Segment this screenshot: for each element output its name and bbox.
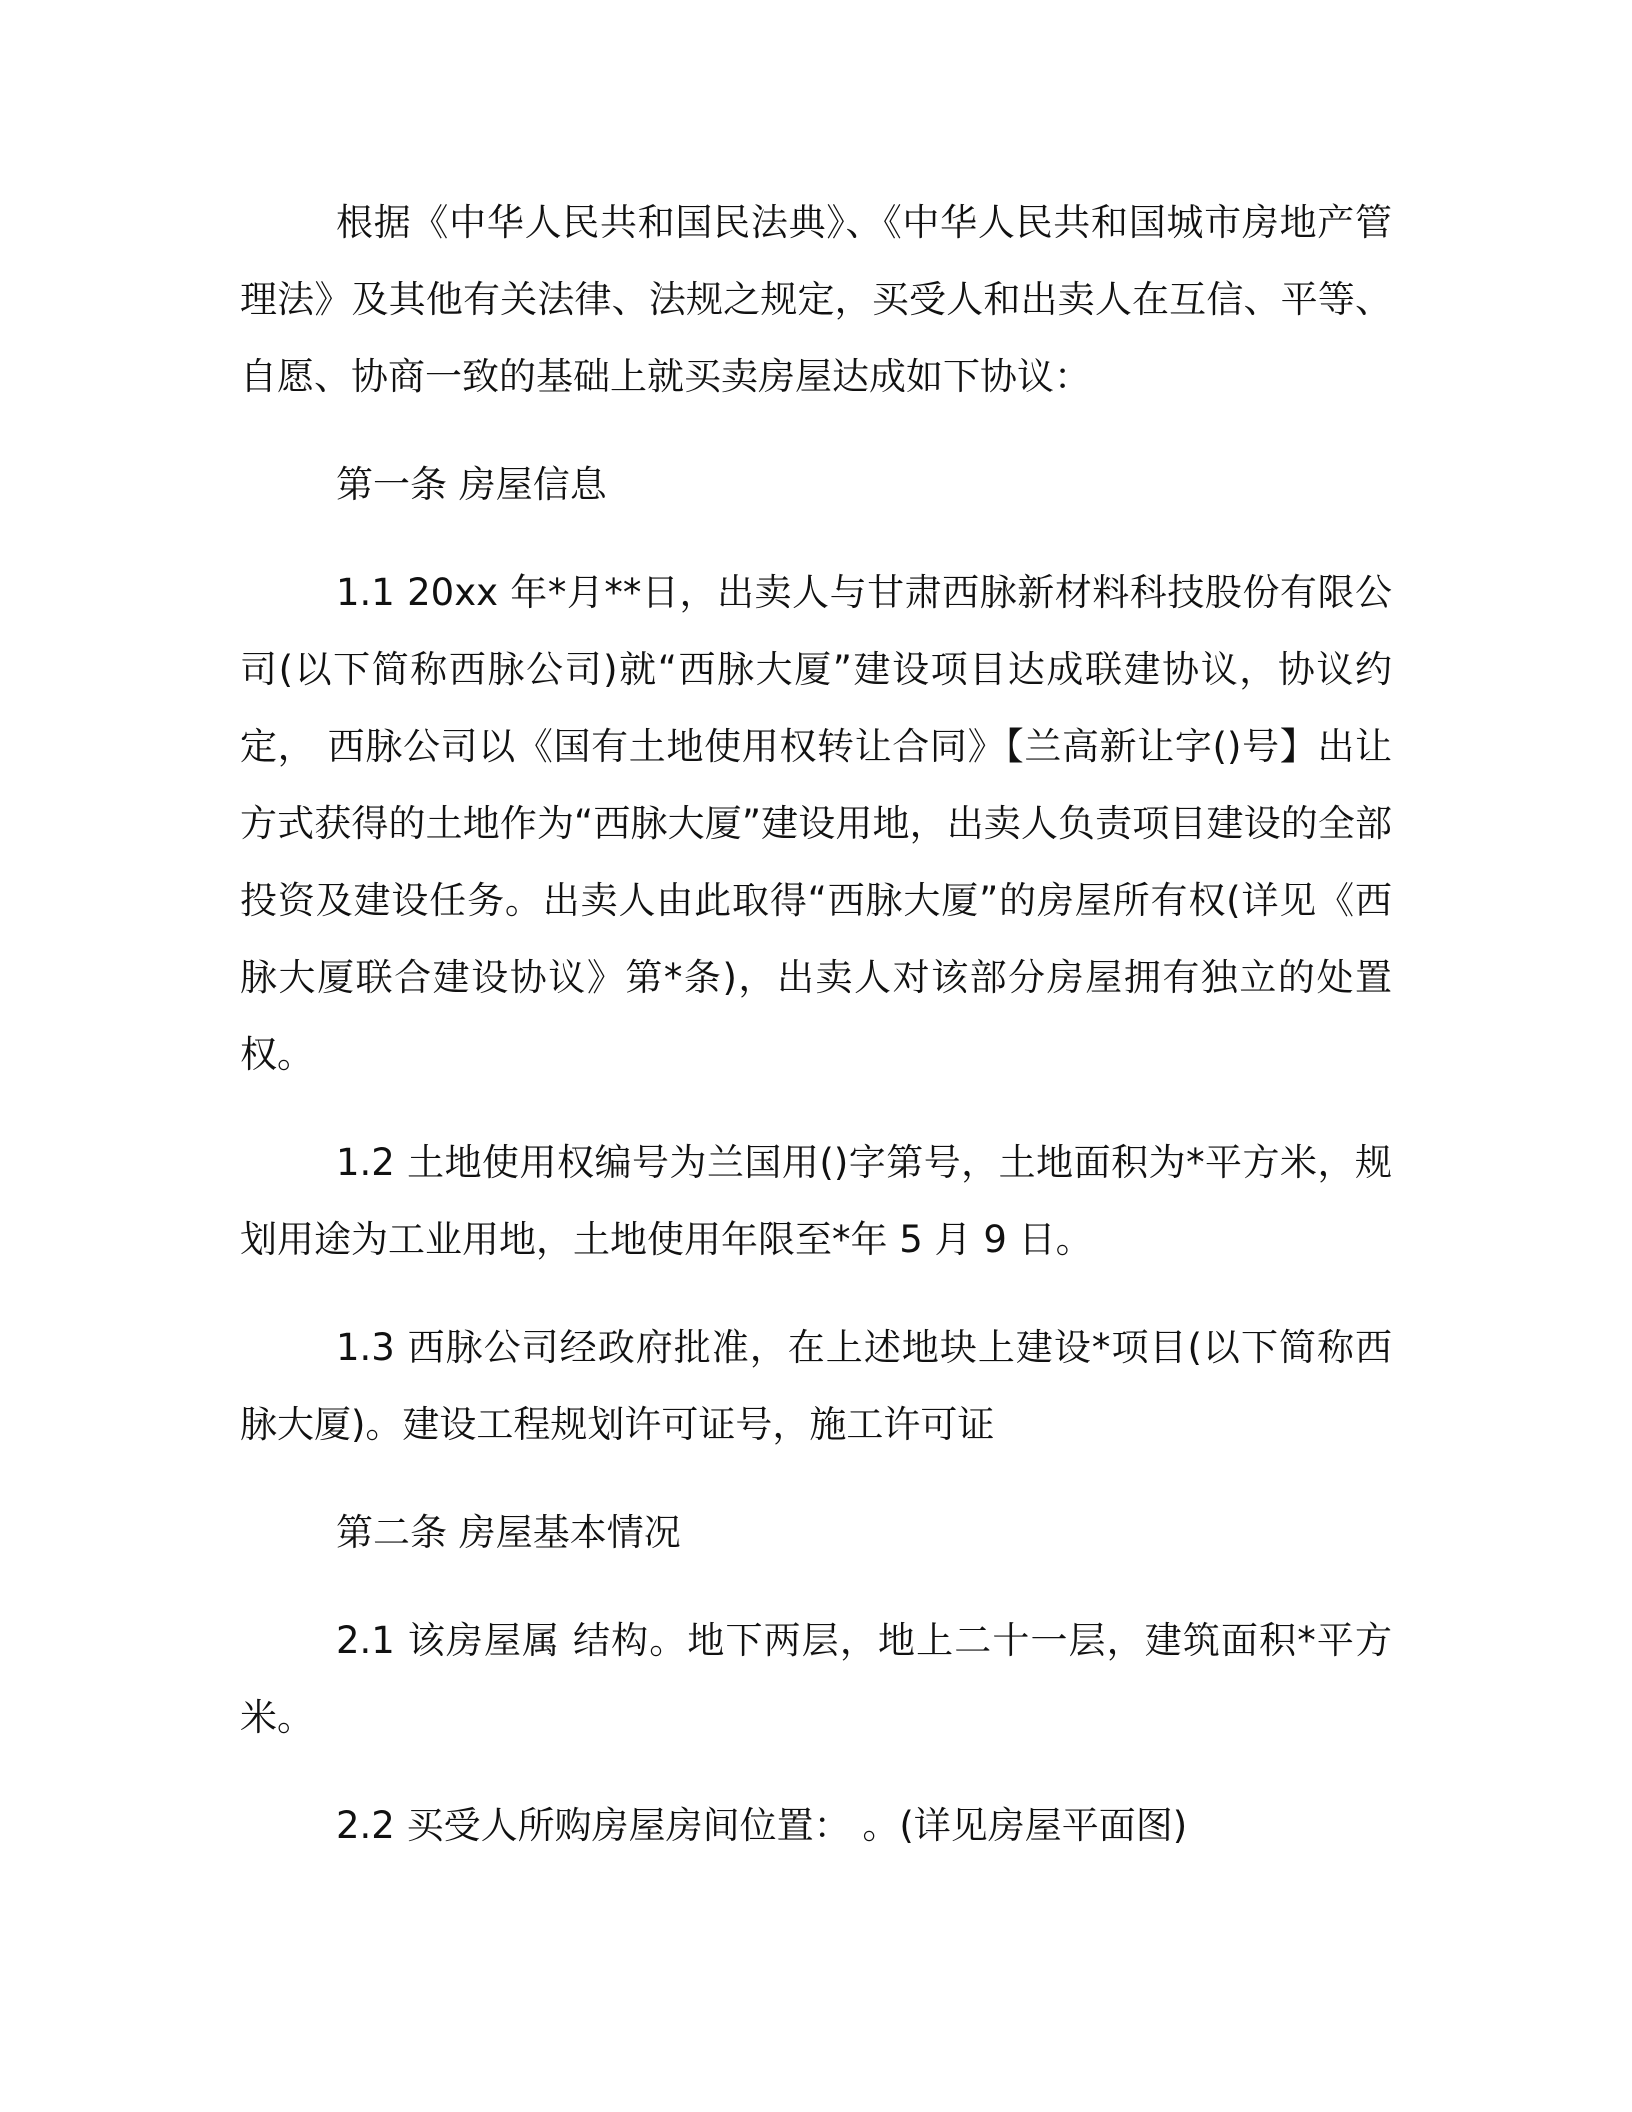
clause-1-2-paragraph: 1.2 土地使用权编号为兰国用()字第号，土地面积为*平方米，规划用途为工业用地，土地使用年限至*年 5 月 9 日。: [240, 1141, 1392, 1261]
clause-1-1-paragraph: 1.1 20xx 年*月**日，出卖人与甘肃西脉新材料科技股份有限公司(以下简称西脉公司)就“西脉大厦”建设项目达成联建协议，协议约定， 西脉公司以《国有土地使用权转让合同》【兰高新让字()号】出让方式获得的土地作为“西脉大厦”建设用地，出卖人负责项目建设的全部投资及建设任务。出卖人由此取得“西脉大厦”的房屋所有权(详见《西脉大厦联合建设协议》第*条)，出卖人对该部分房屋拥有独立的处置权。: [240, 571, 1392, 1076]
clause-2-1-paragraph: 2.1 该房屋属 结构。地下两层，地上二十一层，建筑面积*平方米。: [240, 1619, 1392, 1739]
clause-1-3-paragraph: 1.3 西脉公司经政府批准，在上述地块上建设*项目(以下简称西脉大厦)。建设工程规划许可证号，施工许可证: [240, 1326, 1392, 1446]
intro-paragraph: 根据《中华人民共和国民法典》、《中华人民共和国城市房地产管理法》及其他有关法律、法规之规定，买受人和出卖人在互信、平等、自愿、协商一致的基础上就买卖房屋达成如下协议：: [240, 201, 1392, 398]
document-body: [240, 184, 1392, 1895]
article-2-heading: 第二条 房屋基本情况: [336, 1511, 681, 1554]
clause-2-2-paragraph: 2.2 买受人所购房屋房间位置： 。(详见房屋平面图): [336, 1804, 1188, 1847]
article-1-heading: 第一条 房屋信息: [336, 463, 607, 506]
